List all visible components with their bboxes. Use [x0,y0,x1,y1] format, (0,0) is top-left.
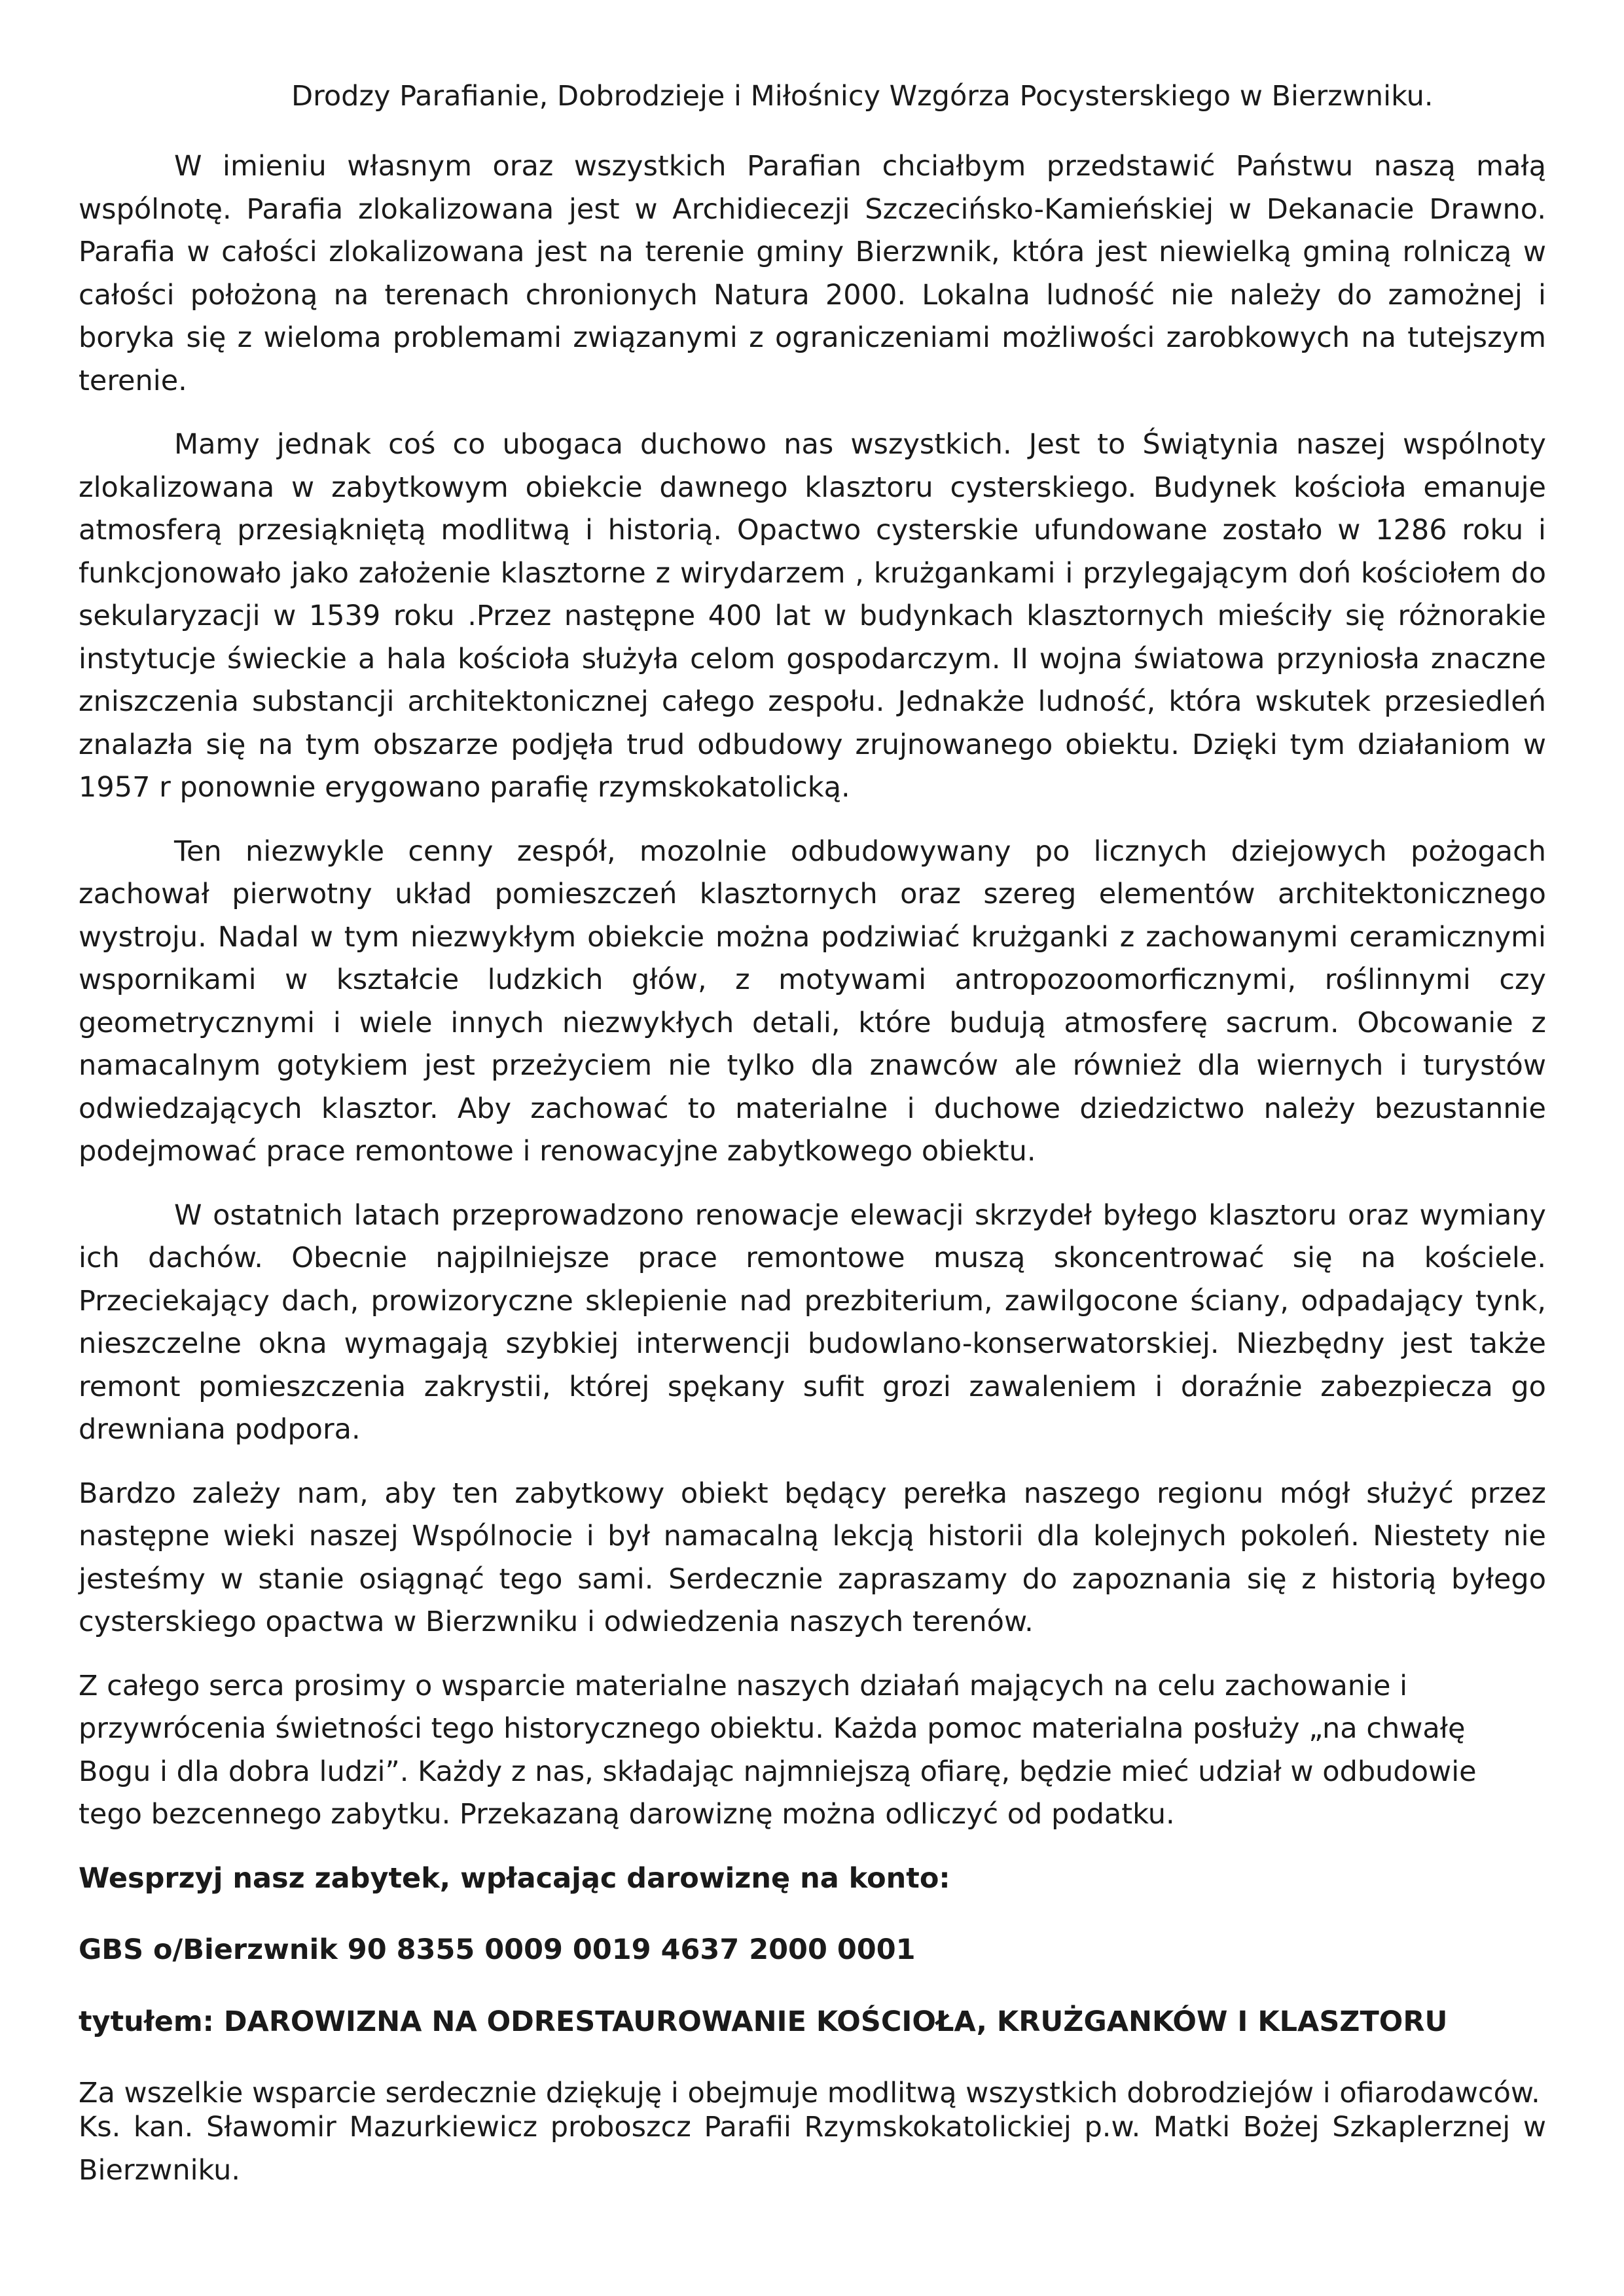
bank-account: GBS o/Bierzwnik 90 8355 0009 0019 4637 2000 0001 [79,1933,916,1966]
paragraph-heritage: Ten niezwykle cenny zespół, mozolnie odbudowywany po licznych dziejowych pożogach zachował pierwotny układ pomieszczeń klasztornych oraz szereg elementów architektonicznego wystroju. Nadal w tym niezwykłym obiekcie można podziwiać krużganki z zachowanymi ceramicznymi wspornikami w kształcie ludzkich głów, z motywami antropozoomorficznymi, roślinnymi czy geometrycznymi i wiele innych niezwykłych detali, które budują atmosferę sacrum. Obcowanie z namacalnym gotykiem jest przeżyciem nie tylko dla znawców ale również dla wiernych i turystów odwiedzających klasztor. Aby zachować to materialne i duchowe dziedzictwo należy bezustannie podejmować prace remontowe i renowacyjne zabytkowego obiektu. [79,834,1546,1168]
paragraph-renovation: W ostatnich latach przeprowadzono renowacje elewacji skrzydeł byłego klasztoru oraz wymiany ich dachów. Obecnie najpilniejsze prace remontowe muszą skoncentrować się na kościele. Przeciekający dach, prowizoryczne sklepienie nad prezbiterium, zawilgocone ściany, odpadający tynk, nieszczelne okna wymagają szybkiej interwencji budowlano-konserwatorskiej. Niezbędny jest także remont pomieszczenia zakrystii, której spękany sufit grozi zawaleniem i doraźnie zabezpiecza go drewniana podpora. [79,1198,1546,1446]
thanks-line: Za wszelkie wsparcie serdecznie dziękuję i obejmuje modlitwą wszystkich dobrodziejów i ofiarodawców. [79,2077,1540,2109]
paragraph-history: Mamy jednak coś co ubogaca duchowo nas wszystkich. Jest to Świątynia naszej wspólnoty zlokalizowana w zabytkowym obiekcie dawnego klasztoru cysterskiego. Budynek kościoła emanuje atmosferą przesiąkniętą modlitwą i historią. Opactwo cysterskie ufundowane zostało w 1286 roku i funkcjonowało jako założenie klasztorne z wirydarzem , krużgankami i przylegającym doń kościołem do sekularyzacji w 1539 roku .Przez następne 400 lat w budynkach klasztornych mieściły się różnorakie instytucje świeckie a hala kościoła służyła celom gospodarczym. II wojna światowa przyniosła znaczne zniszczenia substancji architektonicznej całego zespołu. Jednakże ludność, która wskutek przesiedleń znalazła się na tym obszarze podjęła trud odbudowy zrujnowanego obiektu. Dzięki tym działaniom w 1957 r ponownie erygowano parafię rzymskokatolicką. [79,428,1546,804]
paragraph-appeal: Bardzo zależy nam, aby ten zabytkowy obiekt będący perełka naszego regionu mógł służyć przez następne wieki naszej Wspólnocie i był namacalną lekcją historii dla kolejnych pokoleń. Niestety nie jesteśmy w stanie osiągnąć tego sami. Serdecznie zapraszamy do zapoznania się z historią byłego cysterskiego opactwa w Bierzwniku i odwiedzenia naszych terenów. [79,1477,1546,1638]
signature: Ks. kan. Sławomir Mazurkiewicz proboszcz Parafii Rzymskokatolickiej p.w. Matki Bożej Szkaplerznej w Bierzwniku. [79,2111,1546,2187]
donation-heading: Wesprzyj nasz zabytek, wpłacając darowiznę na konto: [79,1861,950,1895]
paragraph-introduction: W imieniu własnym oraz wszystkich Parafian chciałbym przedstawić Państwu naszą małą wspólnotę. Parafia zlokalizowana jest w Archidiecezji Szczecińsko-Kamieńskiej w Dekanacie Drawno. Parafia w całości zlokalizowana jest na terenie gminy Bierzwnik, która jest niewielką gminą rolniczą w całości położoną na terenach chronionych Natura 2000. Lokalna ludność nie należy do zamożnej i boryka się z wieloma problemami związanymi z ograniczeniami możliwości zarobkowych na tutejszym terenie. [79,150,1546,397]
paragraph-request: Z całego serca prosimy o wsparcie materialne naszych działań mających na celu zachowanie i przywrócenia świetności tego historycznego obiektu. Każda pomoc materialna posłuży „na chwałę Bogu i dla dobra ludzi”. Każdy z nas, składając najmniejszą ofiarę, będzie mieć udział w odbudowie tego bezcennego zabytku. Przekazaną darowiznę można odliczyć od podatku. [79,1669,1477,1831]
salutation: Drodzy Parafianie, Dobrodzieje i Miłośnicy Wzgórza Pocysterskiego w Bierzwniku. [291,80,1434,113]
transfer-title: tytułem: DAROWIZNA NA ODRESTAUROWANIE KOŚCIOŁA, KRUŻGANKÓW I KLASZTORU [79,2005,1448,2038]
letter-body [79,73,1546,2136]
